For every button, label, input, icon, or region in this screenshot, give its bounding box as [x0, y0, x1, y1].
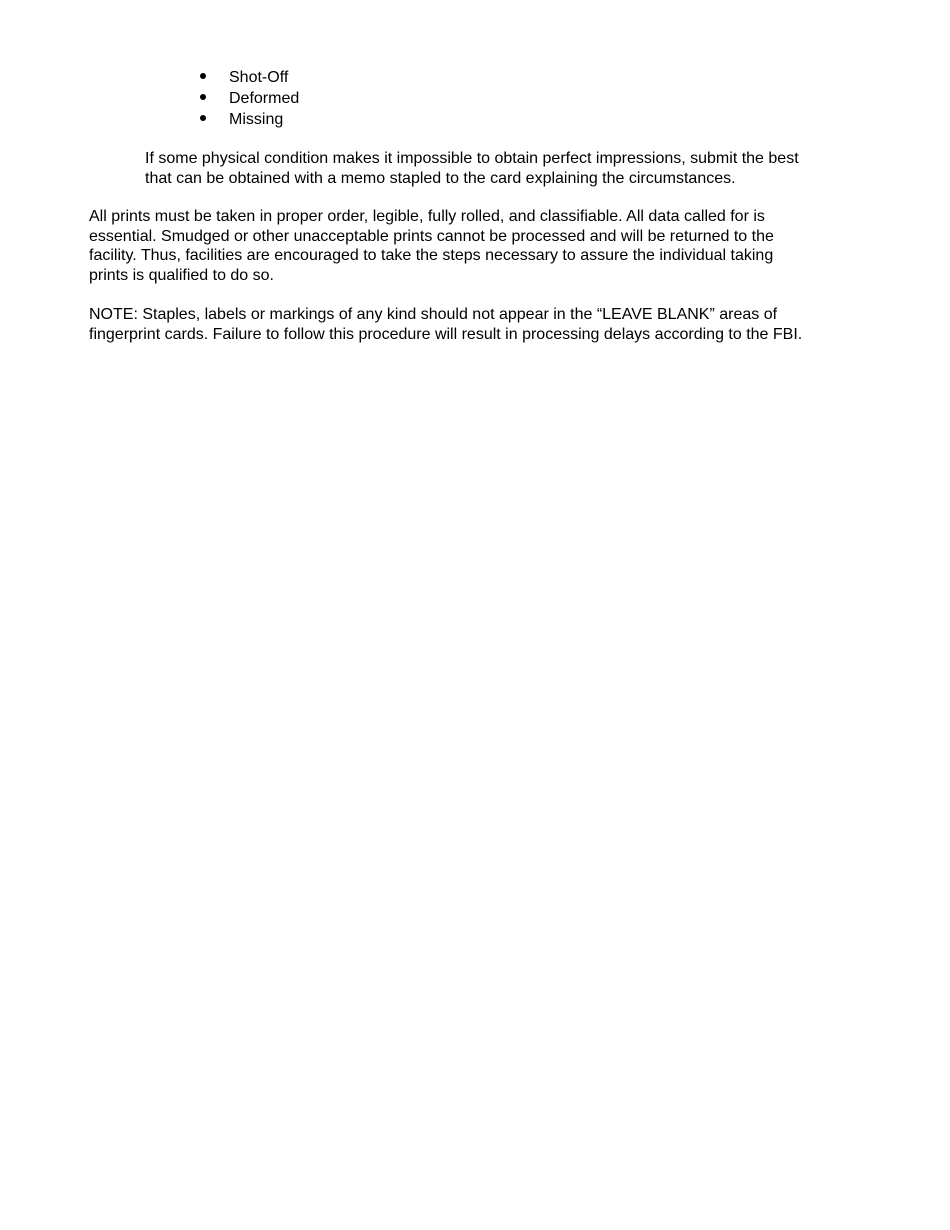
impressions-paragraph	[145, 149, 799, 188]
list-item-text: Deformed	[229, 90, 300, 107]
list-item-text: Shot-Off	[229, 69, 289, 86]
paragraph-line: prints is qualified to do so.	[89, 267, 274, 285]
bullet-icon	[200, 67, 229, 88]
list-item-text: Missing	[229, 111, 284, 128]
list-item	[200, 109, 299, 130]
paragraph-line: facility. Thus, facilities are encouraged to take the steps necessary to assure the individual taking	[89, 247, 774, 265]
paragraph-line: If some physical condition makes it impossible to obtain perfect impressions, submit the best	[145, 150, 799, 167]
paragraph-line: essential. Smudged or other unacceptable prints cannot be processed and will be returned to the	[89, 227, 774, 245]
prints-requirements-paragraph	[89, 207, 774, 286]
bullet-icon	[200, 88, 229, 109]
paragraph-line: All prints must be taken in proper order, legible, fully rolled, and classifiable. All data called for is	[89, 208, 765, 225]
paragraph-line: that can be obtained with a memo stapled to the card explaining the circumstances.	[145, 169, 736, 187]
note-paragraph	[89, 305, 802, 344]
conditions-list	[200, 67, 299, 130]
list-item	[200, 67, 299, 88]
paragraph-line: NOTE: Staples, labels or markings of any kind should not appear in the “LEAVE BLANK” areas of	[89, 306, 778, 323]
paragraph-line: fingerprint cards. Failure to follow this procedure will result in processing delays according to the FBI.	[89, 325, 803, 343]
list-item	[200, 88, 299, 109]
bullet-icon	[200, 109, 229, 130]
